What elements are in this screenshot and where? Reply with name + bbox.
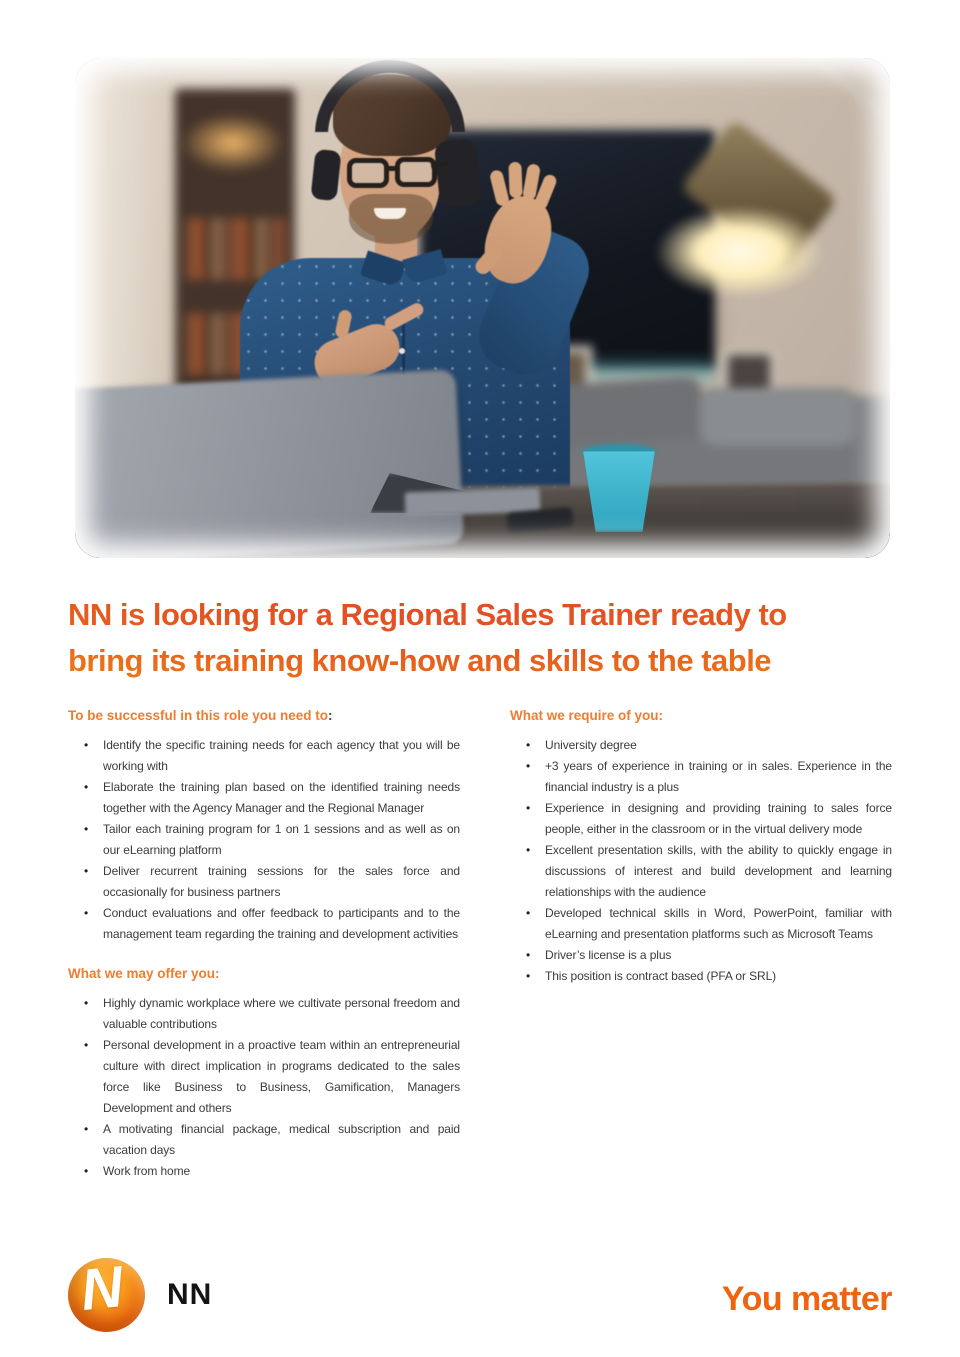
- list-item: [68, 735, 460, 777]
- list-item: [68, 861, 460, 903]
- list-item-text: Driver’s license is a plus: [545, 948, 672, 962]
- bullet-icon: •: [84, 906, 89, 920]
- bullet-icon: •: [526, 759, 531, 773]
- beard: [349, 194, 433, 244]
- list-item: [68, 993, 460, 1035]
- bullet-icon: •: [84, 864, 89, 878]
- hero-photo: [75, 58, 890, 558]
- nn-logo: [68, 1253, 213, 1332]
- list-item: [510, 735, 892, 756]
- finger: [508, 162, 522, 198]
- list-item: [510, 756, 892, 798]
- section-heading-requirements: What we require of you:: [510, 708, 664, 723]
- list-item: [510, 840, 892, 903]
- glasses-lens: [395, 157, 437, 187]
- bullet-icon: •: [526, 843, 531, 857]
- list-item-text: Deliver recurrent training sessions for the sales force and occasionally for business partners: [103, 864, 460, 899]
- glasses-lens: [347, 158, 389, 188]
- nn-logo-globe: [68, 1253, 145, 1332]
- bullet-icon: •: [84, 780, 89, 794]
- list-item: [510, 966, 892, 987]
- list-item: [510, 798, 892, 840]
- laptop: [75, 369, 464, 558]
- headphones-ear-cup: [434, 138, 483, 208]
- list-item-text: Personal development in a proactive team within an entrepreneurial culture with direct implication in programs dedicated to the sales force like Business to Business, Gamification, Managers Development and others: [103, 1038, 460, 1115]
- list-item: [68, 1119, 460, 1161]
- bullet-icon: •: [526, 801, 531, 815]
- list-item-text: A motivating financial package, medical subscription and paid vacation days: [103, 1122, 460, 1157]
- list-item-text: This position is contract based (PFA or SRL): [545, 969, 777, 983]
- glasses-bridge: [385, 166, 399, 171]
- right-column: [510, 705, 892, 1182]
- list-item-text: Tailor each training program for 1 on 1 sessions and as well as on our eLearning platform: [103, 822, 460, 857]
- section-requirements: [510, 705, 892, 987]
- list-item: [68, 903, 460, 945]
- list-item: [68, 1161, 460, 1182]
- list-item-text: Experience in designing and providing training to sales force people, either in the classroom or in the virtual delivery mode: [545, 801, 892, 836]
- list-item-text: Developed technical skills in Word, PowerPoint, familiar with eLearning and presentation platforms such as Microsoft Teams: [545, 906, 892, 941]
- title-line-1: NN is looking for a Regional Sales Trainer ready to: [68, 597, 787, 632]
- list-item-text: University degree: [545, 738, 637, 752]
- list-item: [510, 945, 892, 966]
- bullet-icon: •: [526, 948, 531, 962]
- list-item-text: Work from home: [103, 1164, 191, 1178]
- bullet-icon: •: [84, 1164, 89, 1178]
- list-item: [510, 903, 892, 945]
- role-needs-list: [68, 735, 460, 945]
- tagline-you-matter: You matter: [721, 1280, 892, 1318]
- smile: [374, 208, 406, 219]
- requirements-list: [510, 735, 892, 987]
- list-item-text: Identify the specific training needs for each agency that you will be working with: [103, 738, 460, 773]
- page-title: [68, 592, 898, 684]
- section-role-needs: [68, 705, 460, 945]
- nn-logo-letter: N: [77, 1253, 127, 1324]
- list-item-text: Elaborate the training plan based on the identified training needs together with the Agency Manager and the Regional Manager: [103, 780, 460, 815]
- title-line-2: bring its training know-how and skills to the table: [68, 643, 772, 678]
- bullet-icon: •: [84, 1038, 89, 1052]
- section-heading-offer: What we may offer you:: [68, 966, 220, 981]
- content-columns: [68, 705, 892, 1182]
- list-item-text: Highly dynamic workplace where we cultivate personal freedom and valuable contributions: [103, 996, 460, 1031]
- bullet-icon: •: [526, 738, 531, 752]
- headphones-ear-cup: [310, 149, 341, 201]
- section-heading-role-needs: [68, 705, 460, 726]
- bullet-icon: •: [84, 996, 89, 1010]
- section-offer: [68, 963, 460, 1182]
- bullet-icon: •: [84, 1122, 89, 1136]
- heading-text: To be successful in this role you need to: [68, 708, 329, 723]
- list-item-text: Excellent presentation skills, with the ability to quickly engage in discussions of interest and build development and learning relationships with the audience: [545, 843, 892, 899]
- bullet-icon: •: [84, 738, 89, 752]
- bullet-icon: •: [526, 969, 531, 983]
- left-column: [68, 705, 460, 1182]
- list-item-text: +3 years of experience in training or in sales. Experience in the financial industry is a plus: [545, 759, 892, 794]
- shirt-button: [399, 348, 405, 354]
- list-item: [68, 777, 460, 819]
- bullet-icon: •: [84, 822, 89, 836]
- list-item: [68, 819, 460, 861]
- nn-logo-wordmark: NN: [167, 1278, 213, 1311]
- list-item: [68, 1035, 460, 1119]
- bullet-icon: •: [526, 906, 531, 920]
- offer-list: [68, 993, 460, 1182]
- heading-colon: :: [328, 708, 333, 723]
- list-item-text: Conduct evaluations and offer feedback to participants and to the management team regarding the training and development activities: [103, 906, 460, 941]
- finger: [489, 169, 510, 207]
